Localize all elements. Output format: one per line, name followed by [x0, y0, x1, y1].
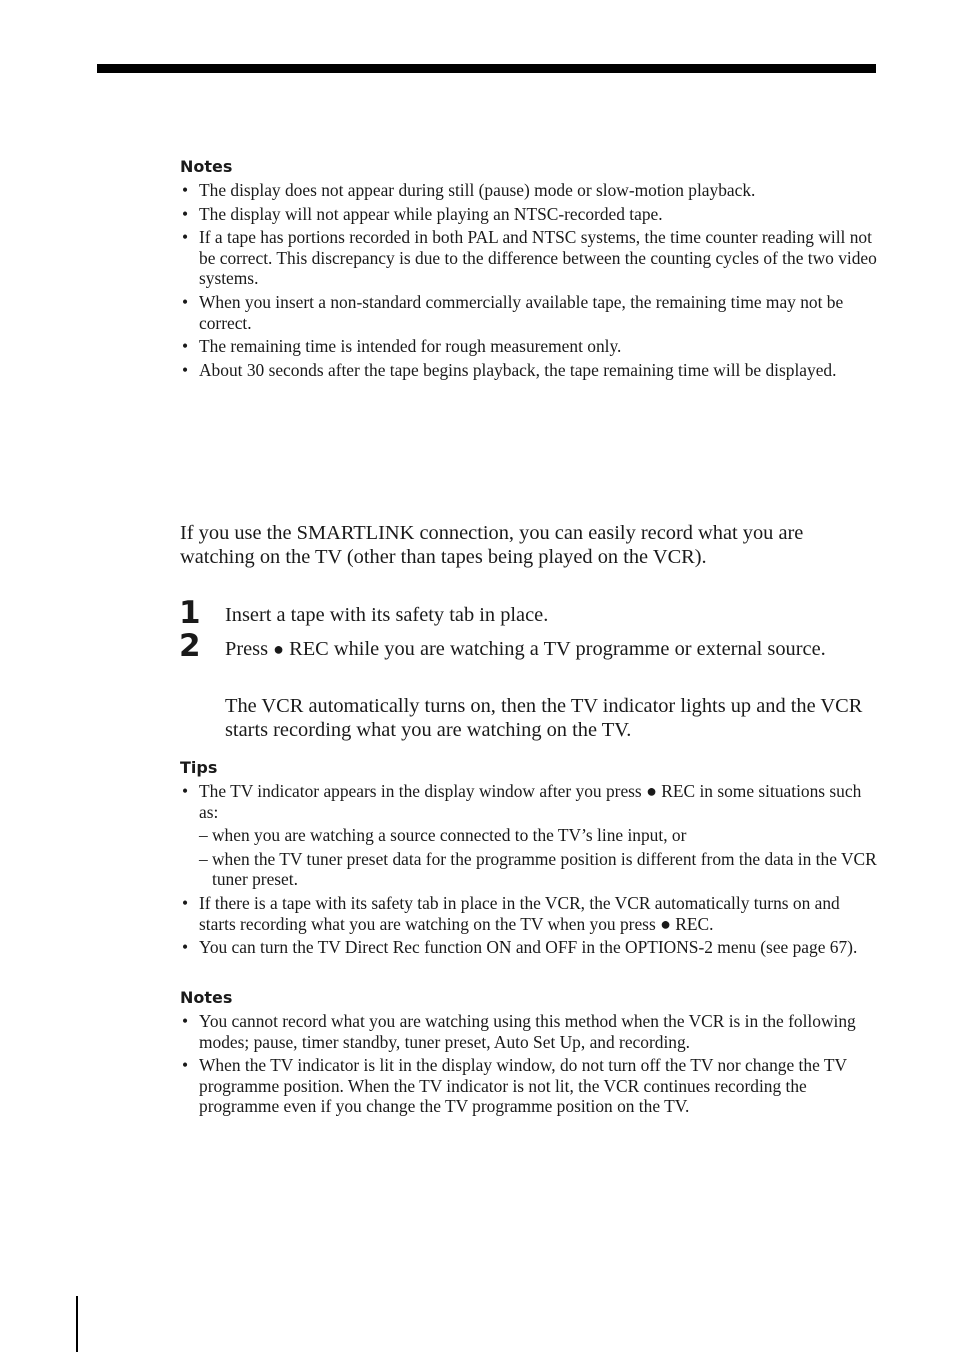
top-rule: [97, 64, 876, 73]
list-item: • The remaining time is intended for rough measurement only.: [180, 336, 880, 357]
notes-list: [180, 1011, 880, 1120]
tip-text: The TV indicator appears in the display window after you press: [199, 781, 647, 801]
intro-paragraph: If you use the SMARTLINK connection, you can easily record what you are watching on the TV (other than tapes being played on the VCR).: [180, 522, 804, 568]
list-item: • The display will not appear while playing an NTSC-recorded tape.: [180, 204, 880, 225]
list-item: • The display does not appear during still (pause) mode or slow-motion playback.: [180, 180, 880, 201]
tips-list: [180, 781, 880, 961]
step-number: 1: [179, 595, 201, 631]
list-item: [180, 893, 880, 934]
margin-rule: [76, 1296, 78, 1352]
step-text-part: Press: [225, 638, 274, 660]
list-item: • About 30 seconds after the tape begins playback, the tape remaining time will be displayed.: [180, 360, 880, 381]
tip-text: REC in some situations such as:: [199, 781, 862, 822]
list-item: • When the TV indicator is lit in the display window, do not turn off the TV nor change the TV programme position. When the TV indicator is not lit, the VCR continues recording the programme even if you change the TV programme position on the TV.: [180, 1055, 880, 1117]
list-item: • If a tape has portions recorded in both PAL and NTSC systems, the time counter reading will not be correct. This discrepancy is due to the difference between the counting cycles of the two video systems.: [180, 227, 880, 289]
list-item: • You cannot record what you are watching using this method when the VCR is in the following modes; pause, timer standby, tuner preset, Auto Set Up, and recording.: [180, 1011, 880, 1052]
list-item: • When you insert a non-standard commercially available tape, the remaining time may not be correct.: [180, 292, 880, 333]
notes-heading: Notes: [180, 157, 233, 176]
tip-text: If there is a tape with its safety tab in place in the VCR, the VCR automatically turns on and starts recording what you are watching on the TV when you press: [199, 892, 840, 934]
step-text: [225, 637, 865, 661]
step-detail: The VCR automatically turns on, then the TV indicator lights up and the VCR starts recording what you are watching on the TV.: [225, 695, 863, 741]
step-text: Insert a tape with its safety tab in place.: [225, 604, 549, 626]
rec-icon: ●: [646, 781, 657, 801]
list-item: [180, 781, 880, 822]
step-number: 2: [179, 628, 201, 664]
rec-icon: ●: [660, 913, 671, 934]
list-subitem: – when the TV tuner preset data for the programme position is different from the data in the VCR tuner preset.: [180, 849, 880, 890]
notes-heading: Notes: [180, 988, 233, 1007]
step-text-part: REC while you are watching a TV programme or external source.: [284, 638, 826, 660]
tips-heading: Tips: [180, 758, 218, 777]
tip-text: REC.: [670, 913, 714, 934]
list-subitem: – when you are watching a source connected to the TV’s line input, or: [180, 825, 880, 846]
rec-icon: ●: [273, 639, 285, 659]
notes-list: [180, 180, 880, 383]
list-item: • You can turn the TV Direct Rec function ON and OFF in the OPTIONS-2 menu (see page 67).: [180, 937, 880, 958]
